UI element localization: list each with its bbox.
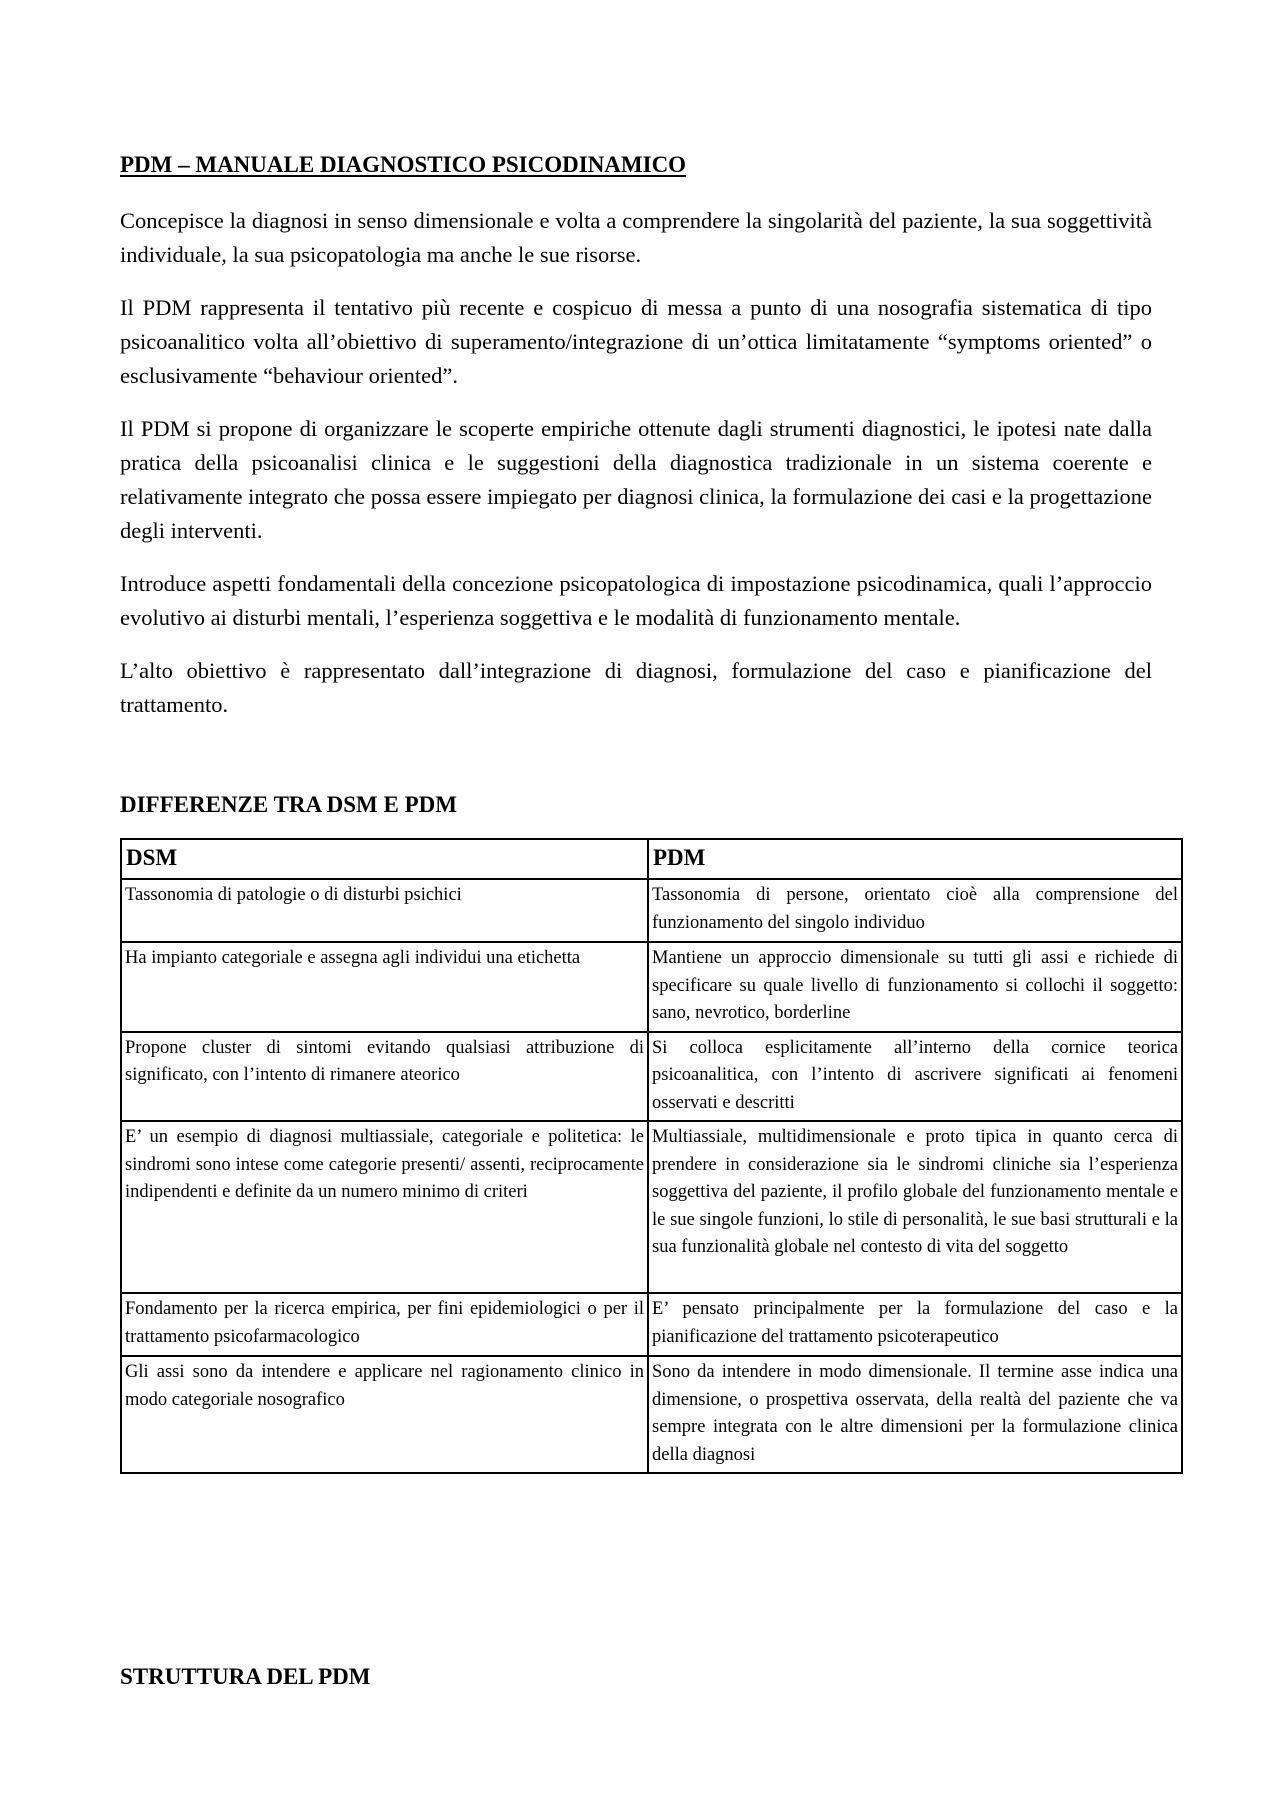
paragraph-3: Il PDM si propone di organizzare le scoperte empiriche ottenute dagli strumenti diagnostici, le ipotesi nate dalla pratica della psicoanalisi clinica e le suggestioni della diagnostica tradizionale in un sistema coerente e relativamente integrato che possa essere impiegato per diagnosi clinica, la formulazione dei casi e la progettazione degli interventi. (120, 416, 1152, 543)
table-row (121, 1293, 1182, 1356)
comparison-table (120, 838, 1183, 1474)
dsm-cell: E’ un esempio di diagnosi multiassiale, categoriale e politetica: le sindromi sono intese come categorie presenti/ assenti, reciprocamente indipendenti e definite da un numero minimo di criteri (121, 1121, 648, 1293)
pdm-cell: Multiassiale, multidimensionale e proto tipica in quanto cerca di prendere in considerazione sia le sindromi cliniche sia l’esperienza soggettiva del paziente, il profilo globale del funzionamento mentale e le sue singole funzioni, lo stile di personalità, le sue basi strutturali e la sua funzionalità globale nel contesto di vita del soggetto (648, 1121, 1182, 1293)
table-header-row (121, 839, 1182, 879)
dsm-cell: Propone cluster di sintomi evitando qualsiasi attribuzione di significato, con l’intento di rimanere ateorico (121, 1032, 648, 1122)
differences-heading: DIFFERENZE TRA DSM E PDM (120, 792, 457, 817)
dsm-cell: Ha impianto categoriale e assegna agli individui una etichetta (121, 942, 648, 1032)
pdm-cell: Mantiene un approccio dimensionale su tutti gli assi e richiede di specificare su quale livello di funzionamento si collochi il soggetto: sano, nevrotico, borderline (648, 942, 1182, 1032)
pdm-cell: E’ pensato principalmente per la formulazione del caso e la pianificazione del trattamento psicoterapeutico (648, 1293, 1182, 1356)
column-header-pdm: PDM (648, 839, 1182, 879)
dsm-cell: Tassonomia di patologie o di disturbi psichici (121, 879, 648, 942)
paragraph-1: Concepisce la diagnosi in senso dimensionale e volta a comprendere la singolarità del paziente, la sua soggettività individuale, la sua psicopatologia ma anche le sue risorse. (120, 208, 1152, 267)
dsm-cell: Fondamento per la ricerca empirica, per fini epidemiologici o per il trattamento psicofarmacologico (121, 1293, 648, 1356)
document-page (120, 150, 1178, 1689)
pdm-cell: Tassonomia di persone, orientato cioè alla comprensione del funzionamento del singolo individuo (648, 879, 1182, 942)
document-title: PDM – MANUALE DIAGNOSTICO PSICODINAMICO (120, 152, 687, 177)
pdm-cell: Sono da intendere in modo dimensionale. Il termine asse indica una dimensione, o prospettiva osservata, della realtà del paziente che va sempre integrata con le altre dimensioni per la formulazione clinica della diagnosi (648, 1356, 1182, 1473)
table-row (121, 1032, 1182, 1122)
dsm-cell: Gli assi sono da intendere e applicare nel ragionamento clinico in modo categoriale nosografico (121, 1356, 648, 1473)
paragraph-2: Il PDM rappresenta il tentativo più recente e cospicuo di messa a punto di una nosografia sistematica di tipo psicoanalitico volta all’obiettivo di superamento/integrazione di un’ottica limitatamente “symptoms oriented” o esclusivamente “behaviour oriented”. (120, 295, 1152, 388)
table-row (121, 1356, 1182, 1473)
paragraph-5: L’alto obiettivo è rappresentato dall’integrazione di diagnosi, formulazione del caso e pianificazione del trattamento. (120, 658, 1152, 717)
column-header-dsm: DSM (121, 839, 648, 879)
table-row (121, 1121, 1182, 1293)
pdm-cell: Si colloca esplicitamente all’interno della cornice teorica psicoanalitica, con l’intento di ascrivere significati ai fenomeni osservati e descritti (648, 1032, 1182, 1122)
table-row (121, 942, 1182, 1032)
structure-heading: STRUTTURA DEL PDM (120, 1664, 371, 1689)
table-row (121, 879, 1182, 942)
paragraph-4: Introduce aspetti fondamentali della concezione psicopatologica di impostazione psicodinamica, quali l’approccio evolutivo ai disturbi mentali, l’esperienza soggettiva e le modalità di funzionamento mentale. (120, 571, 1152, 630)
